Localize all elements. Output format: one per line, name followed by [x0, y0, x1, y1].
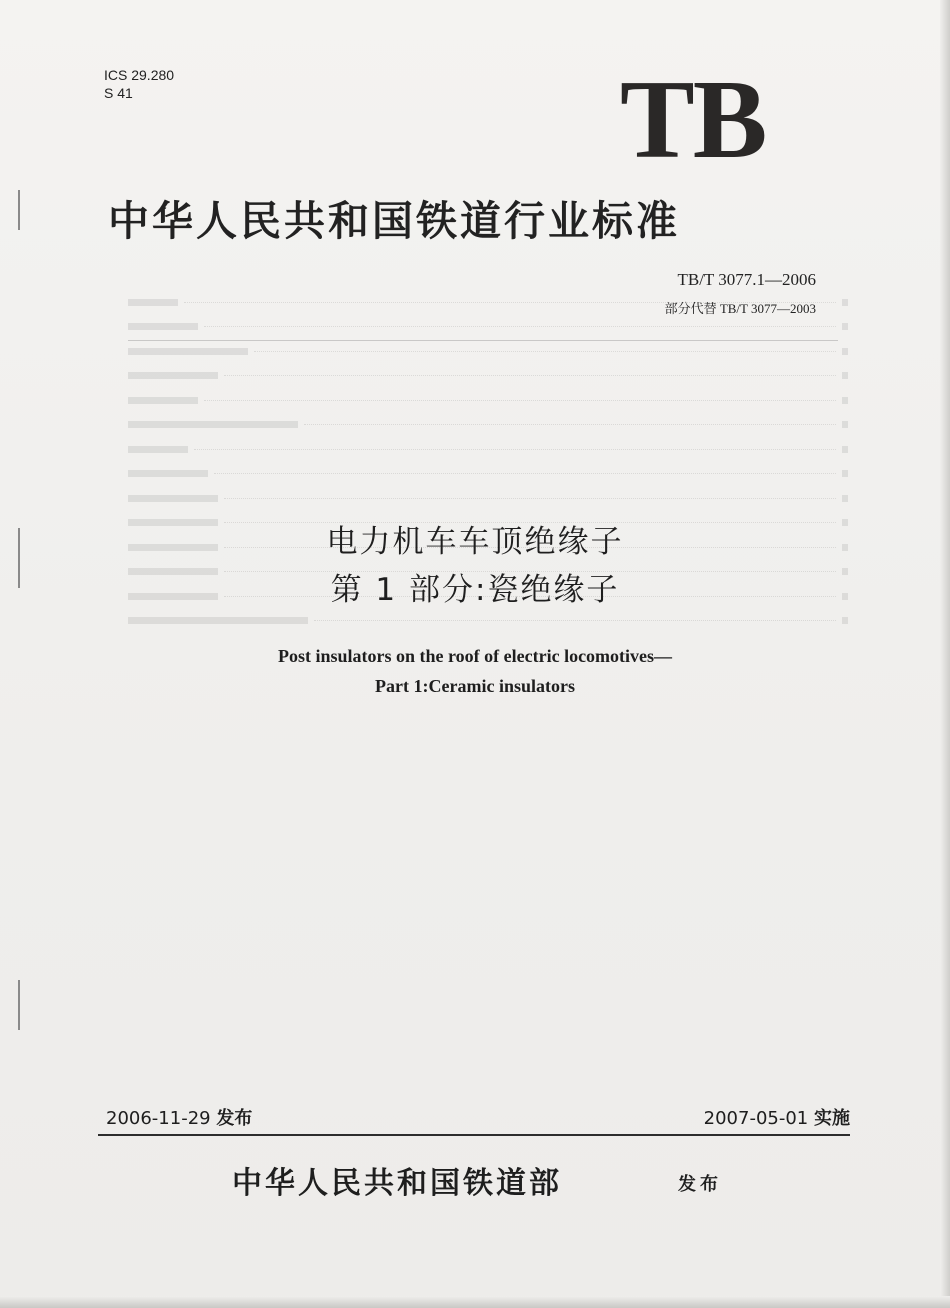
ics-code: ICS 29.280	[104, 67, 175, 83]
document-subtitle-en: Part 1:Ceramic insulators	[375, 676, 575, 696]
tb-logo: TB	[620, 58, 766, 182]
binding-mark	[18, 980, 20, 1030]
ccs-code: S 41	[104, 85, 133, 101]
issue-date: 2006-11-29	[106, 1108, 211, 1129]
footer-rule	[98, 1134, 850, 1136]
classification-codes	[104, 66, 174, 102]
effective-date: 2007-05-01	[703, 1108, 809, 1129]
standard-number: TB/T 3077.1—2006	[677, 270, 816, 289]
effective-date-line	[704, 1104, 850, 1130]
page-edge-shadow	[940, 0, 950, 1308]
binding-mark	[18, 190, 20, 230]
publisher: 中华人民共和国铁道部	[232, 1166, 562, 1201]
effective-label: 实施	[814, 1108, 850, 1129]
standard-title: 中华人民共和国铁道行业标准	[108, 197, 680, 245]
document-title-cn: 电力机车车顶绝缘子	[326, 524, 624, 560]
page-edge-shadow	[0, 1296, 950, 1308]
document-subtitle-cn: 第 1 部分:瓷绝缘子	[330, 572, 620, 608]
replaces-note: 部分代替 TB/T 3077—2003	[664, 301, 816, 316]
document-title-en: Post insulators on the roof of electric locomotives—	[277, 646, 673, 666]
issue-date-line	[106, 1104, 252, 1130]
issue-label: 发布	[216, 1108, 253, 1129]
publisher-suffix: 发布	[678, 1174, 722, 1195]
